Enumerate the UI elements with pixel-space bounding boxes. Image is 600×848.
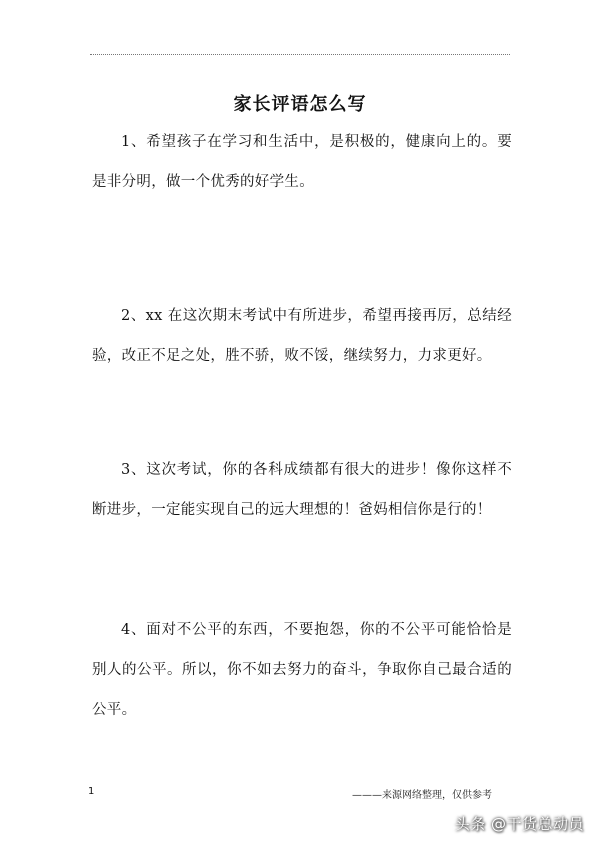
paragraph-1: 1、希望孩子在学习和生活中，是积极的，健康向上的。要是非分明，做一个优秀的好学生。 [92, 134, 512, 190]
footer-source-note: ———来源网络整理，仅供参考 [352, 790, 492, 801]
document-title: 家长评语怎么写 [233, 94, 367, 115]
page-number: 1 [88, 786, 95, 797]
top-dotted-divider [90, 54, 510, 55]
paragraph-4: 4、面对不公平的东西，不要抱怨，你的不公平可能恰恰是别人的公平。所以，你不如去努力的奋斗，争取你自己最合适的公平。 [92, 622, 512, 718]
paragraph-2: 2、xx 在这次期末考试中有所进步，希望再接再厉，总结经验，改正不足之处，胜不骄，败不馁，继续努力，力求更好。 [92, 308, 512, 364]
watermark-text: 头条 @干货总动员 [454, 815, 584, 833]
paragraph-3: 3、这次考试，你的各科成绩都有很大的进步！像你这样不断进步，一定能实现自己的远大理想的！爸妈相信你是行的！ [92, 462, 512, 518]
